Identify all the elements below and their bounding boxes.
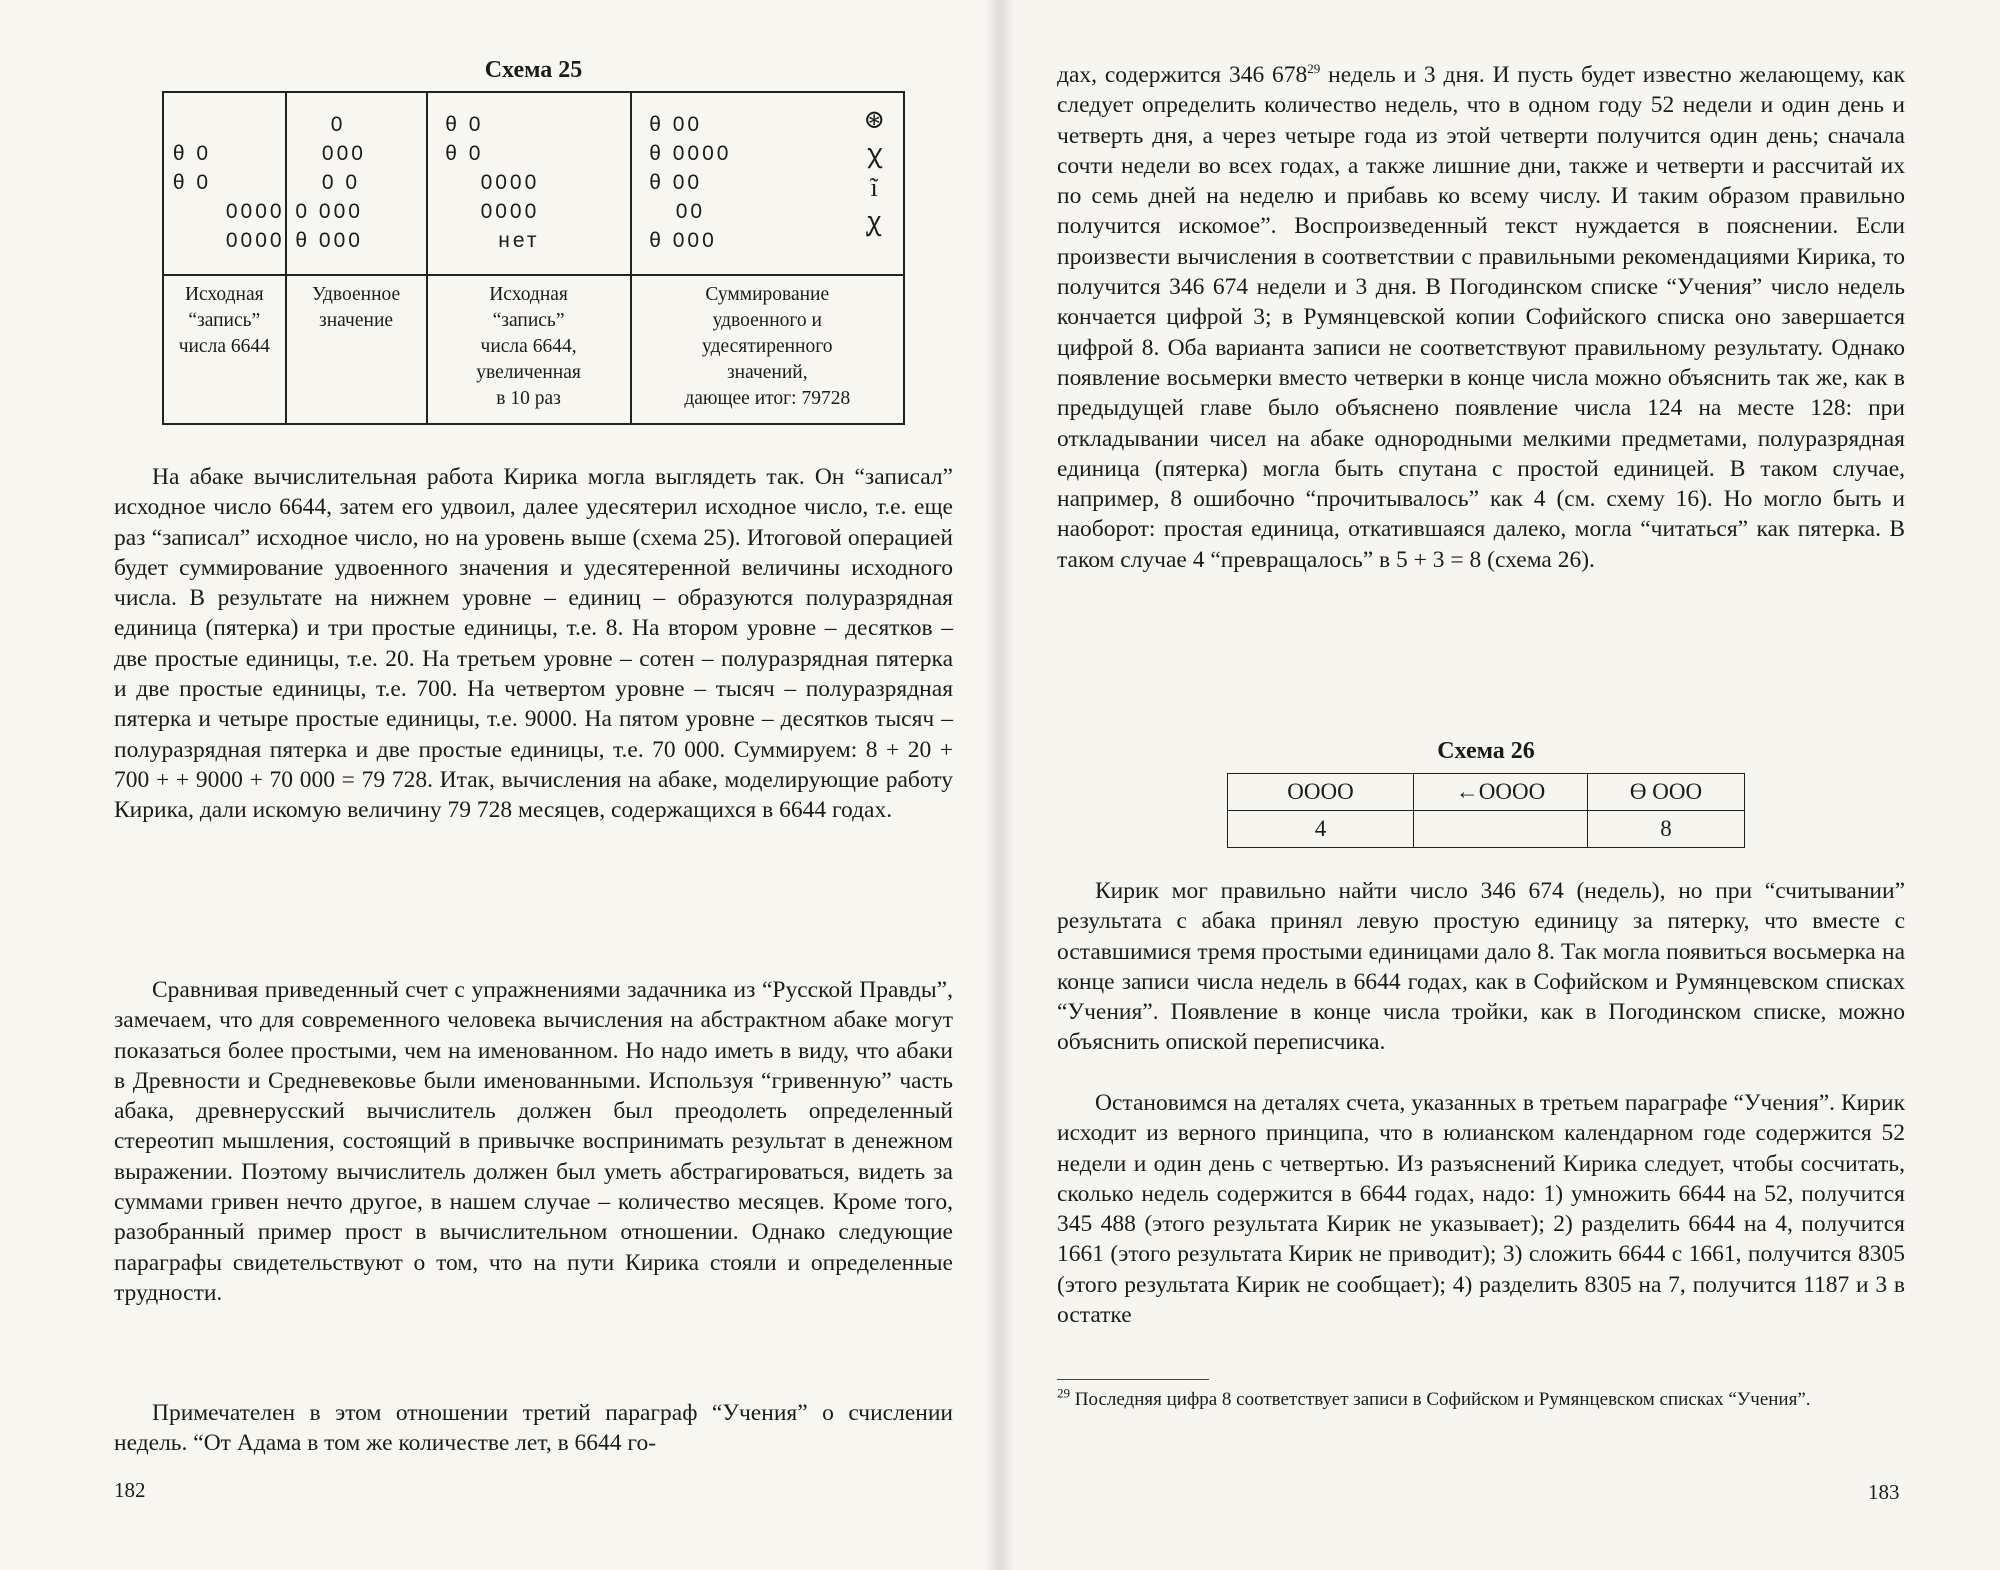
abacus-record-sum: θ 00 θ 0000 θ 00 00 θ 000: [649, 113, 732, 252]
page-number-left: 182: [114, 1478, 146, 1502]
scheme-25-caption-4: Суммирование удвоенного и удесятиренного значений, дающее итог: 79728: [631, 275, 904, 424]
scheme-26-table: [1227, 773, 1745, 848]
scheme-25-cell-1: [163, 92, 286, 275]
glyph-4: ꭕ: [866, 207, 882, 236]
scheme-25-cell-4: [631, 92, 904, 275]
cyrillic-numeral-glyphs: [863, 103, 885, 239]
right-paragraph-2: Кирик мог правильно найти число 346 674 (недель), но при “считывании” результата с абака принял левую простую единицу за пятерку, что вместе с оставшимися тремя простыми единицами дало 8. Так могла появиться восьмерка на конце записи числа недель в 6644 годах, как в Софийском и Румянцевском списках “Учения”. Появление в конце числа тройки, как в Погодинском списке, можно объяснить опиской переписчика.: [1057, 878, 1905, 1056]
scheme-25-caption-3: Исходная “запись” числа 6644, увеличенная в 10 раз: [427, 275, 631, 424]
right-paragraph-1: дах, содержится 346 $678^{29}$ недель и 3 дня. И пусть будет известно желающему, как следует определить количество недель, что в одном году 52 недели и один день и четверть дня, а через четыре года из этой четверти получится один день; сначала сочти недели во всех годах, а также лишние дни, также и четверти и рассчитай их по семь дней на неделю и прибавь ко всему числу. И таким образом правильно получится искомое”. Воспроизведенный текст нуждается в пояснении. Если произвести вычисления в соответствии с правильными рекомендациями Кирика, то получится 346 674 недели и 3 дня. В Погодинском списке “Учения” число недель кончается цифрой 3; в Румянцевской копии Софийского списка оно завершается цифрой 8. Оба варианта записи не соответствуют правильному результату. Однако появление восьмерки вместо четверки в конце числа можно объяснить так же, как в предыдущей главе было объяснено появление числа 124 на месте 128: при откладывании чисел на абаке однородными мелкими предметами, полуразрядная единица (пятерка) могла быть спутана с простой единицей. В таком случае, например, 8 ошибочно “прочитывалось” как 4 (см. схему 16). Но могло быть и наоборот: простая единица, откатившаяся далеко, могла “читаться” как пятерка. В таком случае 4 “превращалось” в 5 + 3 = 8 (схема 26).: [1057, 61, 1905, 573]
scheme-25-cell-3: [427, 92, 631, 275]
glyph-2: ꭓ: [866, 139, 882, 168]
book-gutter: [985, 0, 1015, 1570]
abacus-record-doubled: 0 000 0 0 0 000 θ 000: [295, 113, 366, 252]
left-paragraph-3: Примечателен в этом отношении третий параграф “Учения” о счислении недель. “От Адама в том же количестве лет, в 6644 го-: [114, 1400, 953, 1457]
scheme-26-top-3: Ө ООО: [1588, 774, 1745, 811]
scheme-25-caption-1: Исходная “запись” числа 6644: [163, 275, 286, 424]
scheme-26-bottom-1: 4: [1228, 811, 1414, 848]
scheme-25-caption-2: Удвоенное значение: [286, 275, 427, 424]
abacus-record-tenfold: θ 0 θ 0 0000 0000 нет: [445, 113, 540, 252]
left-paragraph-1: На абаке вычислительная работа Кирика могла выглядеть так. Он “записал” исходное число 6644, затем его удвоил, далее удесятерил исходное число, т.е. еще раз “записал” исходное число, но на уровень выше (схема 25). Итоговой операцией будет суммирование удвоенного значения и удесятеренной величины исходного числа. В результате на нижнем уровне – единиц – образуются полуразрядная единица (пятерка) и три простые единицы, т.е. 8. На втором уровне – десятков – две простые единицы, т.е. 20. На третьем уровне – сотен – полуразрядная пятерка и две простые единицы, т.е. 700. На четвертом уровне – тысяч – полуразрядная пятерка и четыре простые единицы, т.е. 9000. На пятом уровне – десятков тысяч – полуразрядная пятерка и две простые единицы, т.е. 70 000. Суммируем: 8 + 20 + 700 + + 9000 + 70 000 = 79 728. Итак, вычисления на абаке, моделирующие работу Кирика, дали искомую величину 79 728 месяцев, содержащихся в 6644 годах.: [114, 464, 953, 824]
abacus-record-original: θ 0 θ 0 0000 0000: [172, 142, 285, 252]
scheme-25-title: Схема 25: [484, 57, 583, 83]
scheme-26-title: Схема 26: [1437, 738, 1535, 764]
scheme-26-bottom-2: [1414, 811, 1588, 848]
right-paragraph-3: Остановимся на деталях счета, указанных в третьем параграфе “Учения”. Кирик исходит из верного принципа, что в юлианском календарном годе содержится 52 недели и один день с четвертью. Из разъяснений Кирика следует, чтобы сосчитать, сколько недель содержится в 6644 годах, надо: 1) умножить 6644 на 52, получится 345 488 (этого результата Кирик не указывает); 2) разделить 6644 на 4, получится 1661 (этого результата Кирик не приводит); 3) сложить 6644 с 1661, получится 8305 (этого результата Кирик не сообщает); 4) разделить 8305 на 7, получится 1187 и 3 в остатке: [1057, 1090, 1905, 1329]
glyph-3: ĩ: [870, 173, 878, 202]
footnote: $^{29}$ Последняя цифра 8 соответствует записи в Софийском и Румянцевском списках “Учения”.: [1057, 1385, 1811, 1410]
scheme-26-top-2: ←ОООО: [1414, 774, 1588, 811]
footnote-marker: 29: [1307, 61, 1321, 77]
scheme-25-table: [162, 91, 905, 425]
scheme-26-bottom-3: 8: [1588, 811, 1745, 848]
page-number-right: 183: [1868, 1480, 1900, 1504]
scheme-26-top-1: ОООО: [1228, 774, 1414, 811]
footnote-rule: [1057, 1379, 1209, 1380]
glyph-1: ⊛: [863, 105, 885, 134]
scheme-25-cell-2: [286, 92, 427, 275]
left-paragraph-2: Сравнивая приведенный счет с упражнениями задачника из “Русской Правды”, замечаем, что для современного человека вычисления на абстрактном абаке могут показаться более простыми, чем на именованном. Но надо иметь в виду, что абаки в Древности и Средневековье были именованными. Используя “гривенную” часть абака, древнерусский вычислитель должен был преодолеть определенный стереотип мышления, состоящий в привычке воспринимать результат в денежном выражении. Поэтому вычислитель должен был уметь абстрагироваться, видеть за суммами гривен нечто другое, в нашем случае – количество месяцев. Кроме того, разобранный пример прост в вычислительном отношении. Однако следующие параграфы свидетельствуют о том, что на пути Кирика стояли и определенные трудности.: [114, 977, 953, 1306]
